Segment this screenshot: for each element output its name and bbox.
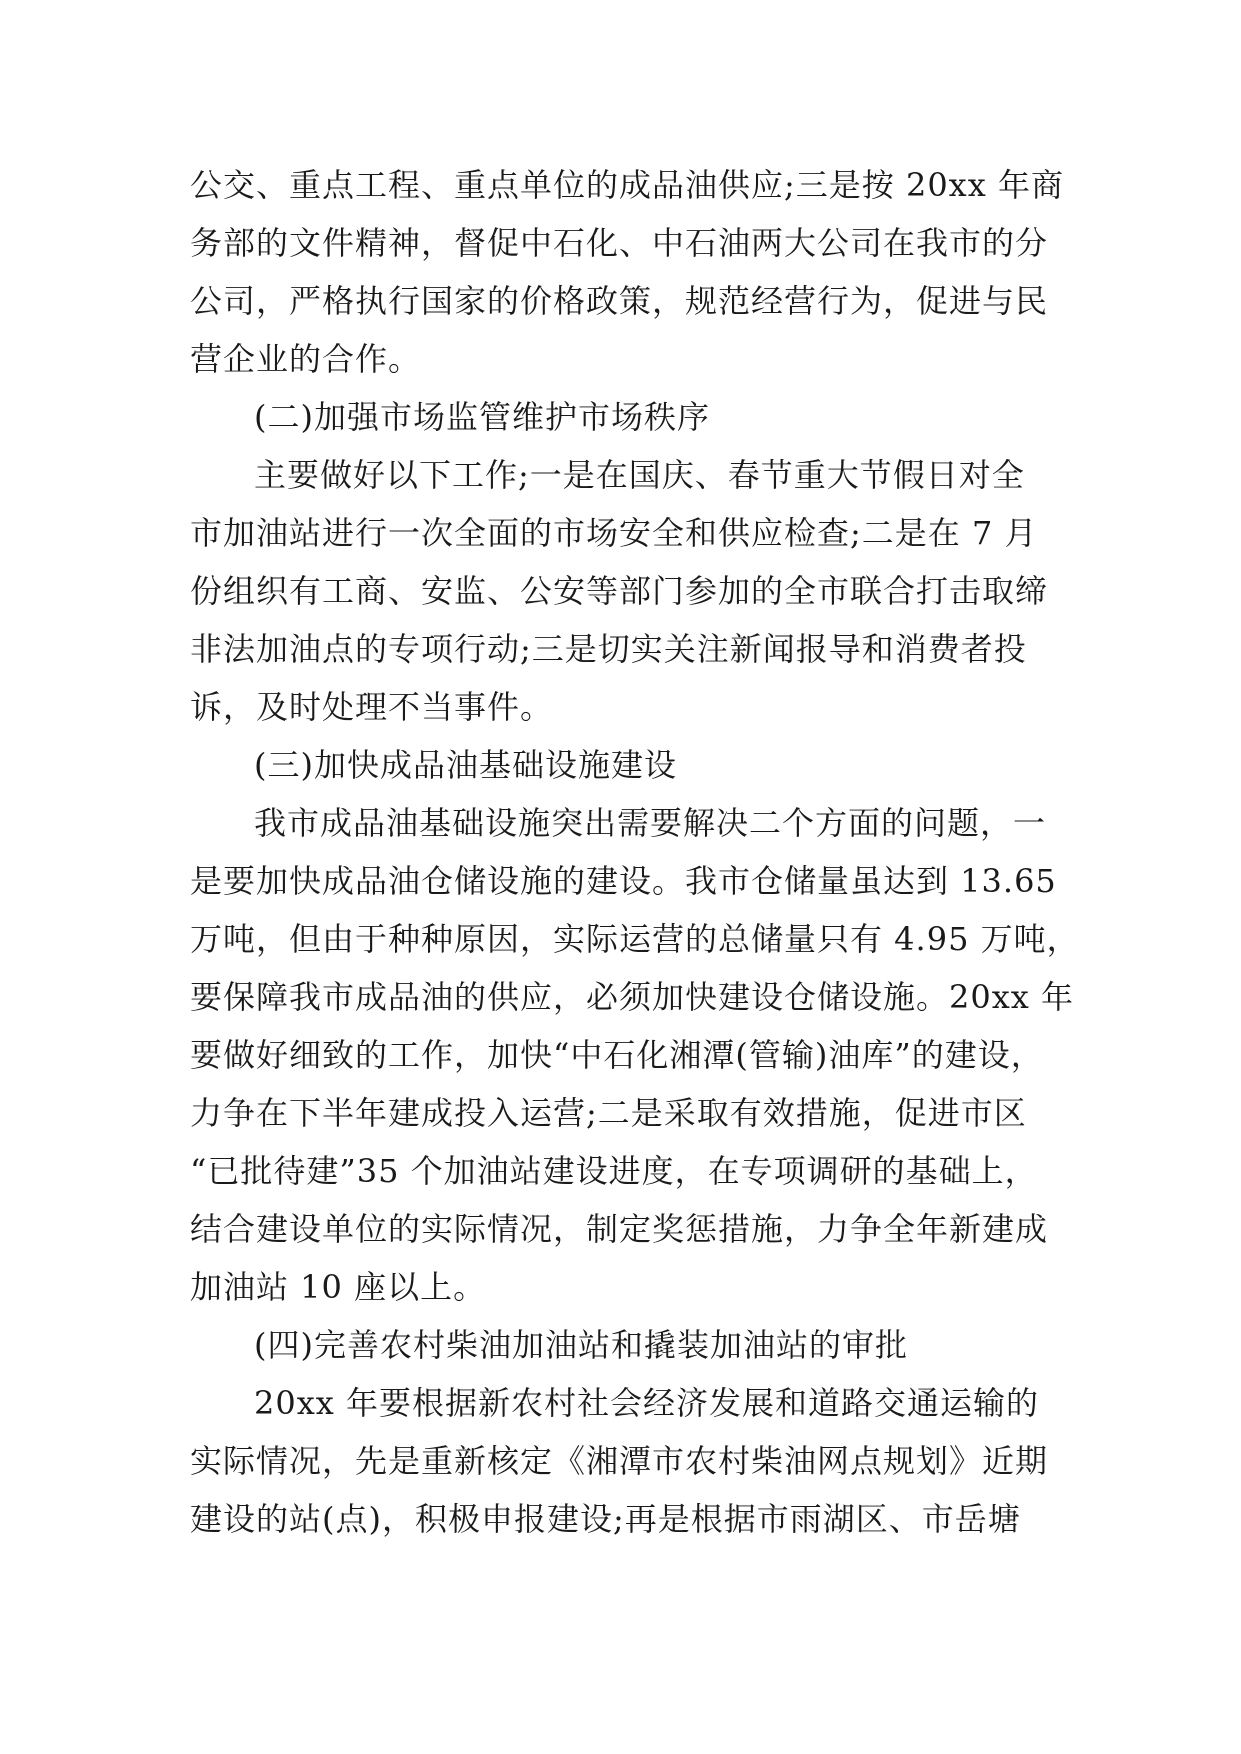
paragraph-line: 实际情况，先是重新核定《湘潭市农村柴油网点规划》近期 [190,1442,1049,1480]
paragraph-line: 份组织有工商、安监、公安等部门参加的全市联合打击取缔 [190,572,1049,610]
paragraph-line: 非法加油点的专项行动;三是切实关注新闻报导和消费者投 [190,630,1027,668]
section-heading: (四)完善农村柴油加油站和撬装加油站的审批 [254,1326,908,1364]
paragraph-line: 万吨，但由于种种原因，实际运营的总储量只有 4.95 万吨， [190,920,1080,958]
section-heading: (三)加快成品油基础设施建设 [254,746,677,784]
paragraph-line: 公交、重点工程、重点单位的成品油供应;三是按 20xx 年商 [190,166,1064,204]
paragraph-line: 建设的站(点)，积极申报建设;再是根据市雨湖区、市岳塘 [190,1500,1021,1538]
paragraph-line: 20xx 年要根据新农村社会经济发展和道路交通运输的 [254,1384,1039,1422]
paragraph-line: 公司，严格执行国家的价格政策，规范经营行为，促进与民 [190,282,1049,320]
paragraph-line: 要保障我市成品油的供应，必须加快建设仓储设施。20xx 年 [190,978,1074,1016]
paragraph-line: 是要加快成品油仓储设施的建设。我市仓储量虽达到 13.65 [190,862,1057,900]
paragraph-line: 营企业的合作。 [190,340,422,378]
paragraph-line: 力争在下半年建成投入运营;二是采取有效措施，促进市区 [190,1094,1027,1132]
paragraph-line: 主要做好以下工作;一是在国庆、春节重大节假日对全 [254,456,1025,494]
document-body [190,156,1080,1548]
paragraph-line: 要做好细致的工作，加快“中石化湘潭(管输)油库”的建设， [190,1036,1044,1074]
paragraph-line: 加油站 10 座以上。 [190,1268,487,1306]
paragraph-line: 结合建设单位的实际情况，制定奖惩措施，力争全年新建成 [190,1210,1049,1248]
paragraph-line: 我市成品油基础设施突出需要解决二个方面的问题，一 [254,804,1047,842]
section-heading: (二)加强市场监管维护市场秩序 [254,398,710,436]
paragraph-line: “已批待建”35 个加油站建设进度，在专项调研的基础上， [190,1152,1038,1190]
paragraph-line: 市加油站进行一次全面的市场安全和供应检查;二是在 7 月 [190,514,1038,552]
paragraph-line: 务部的文件精神，督促中石化、中石油两大公司在我市的分 [190,224,1049,262]
paragraph-line: 诉，及时处理不当事件。 [190,688,554,726]
